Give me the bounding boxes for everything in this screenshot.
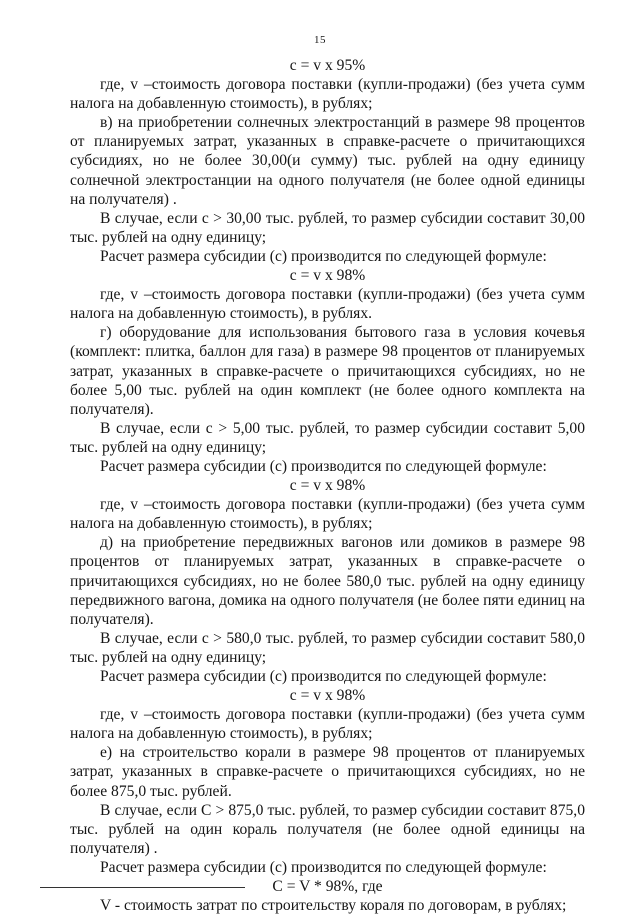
paragraph: Расчет размера субсидии (с) производится по следующей формуле:	[100, 247, 547, 265]
paragraph: V - стоимость затрат по строительству кораля по договорам, в рублях;	[100, 897, 567, 915]
formula-line: c = v x 98%	[289, 267, 366, 285]
formula-line: c = v x 98%	[289, 687, 366, 705]
paragraph: где, v –стоимость договора поставки (купли-продажи) (без учета сумм налога на добавленную стоимость), в рублях;	[70, 706, 585, 743]
formula-line: C = V * 98%, где	[272, 878, 383, 896]
paragraph: В случае, если c > 30,00 тыс. рублей, то размер субсидии составит 30,00 тыс. рублей на одну единицу;	[70, 209, 585, 246]
paragraph: е) на строительство корали в размере 98 процентов от планируемых затрат, указанных в справке-расчете о причитающихся субсидиях, но не более 875,0 тыс. рублей.	[70, 744, 585, 800]
paragraph: Расчет размера субсидии (с) производится по следующей формуле:	[100, 858, 547, 876]
paragraph: В случае, если c > 5,00 тыс. рублей, то размер субсидии составит 5,00 тыс. рублей на одну единицу;	[70, 419, 585, 456]
paragraph: в) на приобретении солнечных электростанций в размере 98 процентов от планируемых затрат, указанных в справке-расчете о причитающихся субсидиях, но не более 30,00(и сумму) тыс. рублей на одну единицу солнечной электростанции на одного получателя (не более одной единицы на получателя) .	[70, 114, 585, 208]
paragraph: где, v –стоимость договора поставки (купли-продажи) (без учета сумм налога на добавленную стоимость), в рублях;	[70, 496, 585, 533]
paragraph: В случае, если c > 580,0 тыс. рублей, то размер субсидии составит 580,0 тыс. рублей на одну единицу;	[70, 629, 585, 666]
paragraph: д) на приобретение передвижных вагонов или домиков в размере 98 процентов от планируемых затрат, указанных в справке-расчете о причитающихся субсидиях, но не более 580,0 тыс. рублей на одну единицу передвижного вагона, домика на одного получателя (не более пяти единиц на получателя).	[70, 534, 585, 628]
formula-line: c = v x 95%	[289, 57, 366, 74]
formula-line: c = v x 98%	[289, 477, 366, 495]
paragraph: где, v –стоимость договора поставки (купли-продажи) (без учета сумм налога на добавленную стоимость), в рублях;	[70, 76, 585, 113]
paragraph: Расчет размера субсидии (с) производится по следующей формуле:	[100, 457, 547, 475]
footer-divider	[40, 887, 245, 888]
page-number: 15	[314, 34, 326, 46]
paragraph: Расчет размера субсидии (с) производится по следующей формуле:	[100, 668, 547, 685]
paragraph: где, v –стоимость договора поставки (купли-продажи) (без учета сумм налога на добавленную стоимость), в рублях.	[70, 286, 585, 323]
paragraph: г) оборудование для использования бытового газа в условия кочевья (комплект: плитка, баллон для газа) в размере 98 процентов от планируемых затрат, указанных в справке-расчете о причитающихся субсидиях, но не более 5,00 тыс. рублей на один комплект (не более одного комплекта на получателя).	[70, 324, 585, 418]
document-body	[70, 56, 585, 915]
paragraph: В случае, если C > 875,0 тыс. рублей, то размер субсидии составит 875,0 тыс. рублей на один кораль получателя (не более одной единицы на получателя) .	[70, 801, 585, 857]
